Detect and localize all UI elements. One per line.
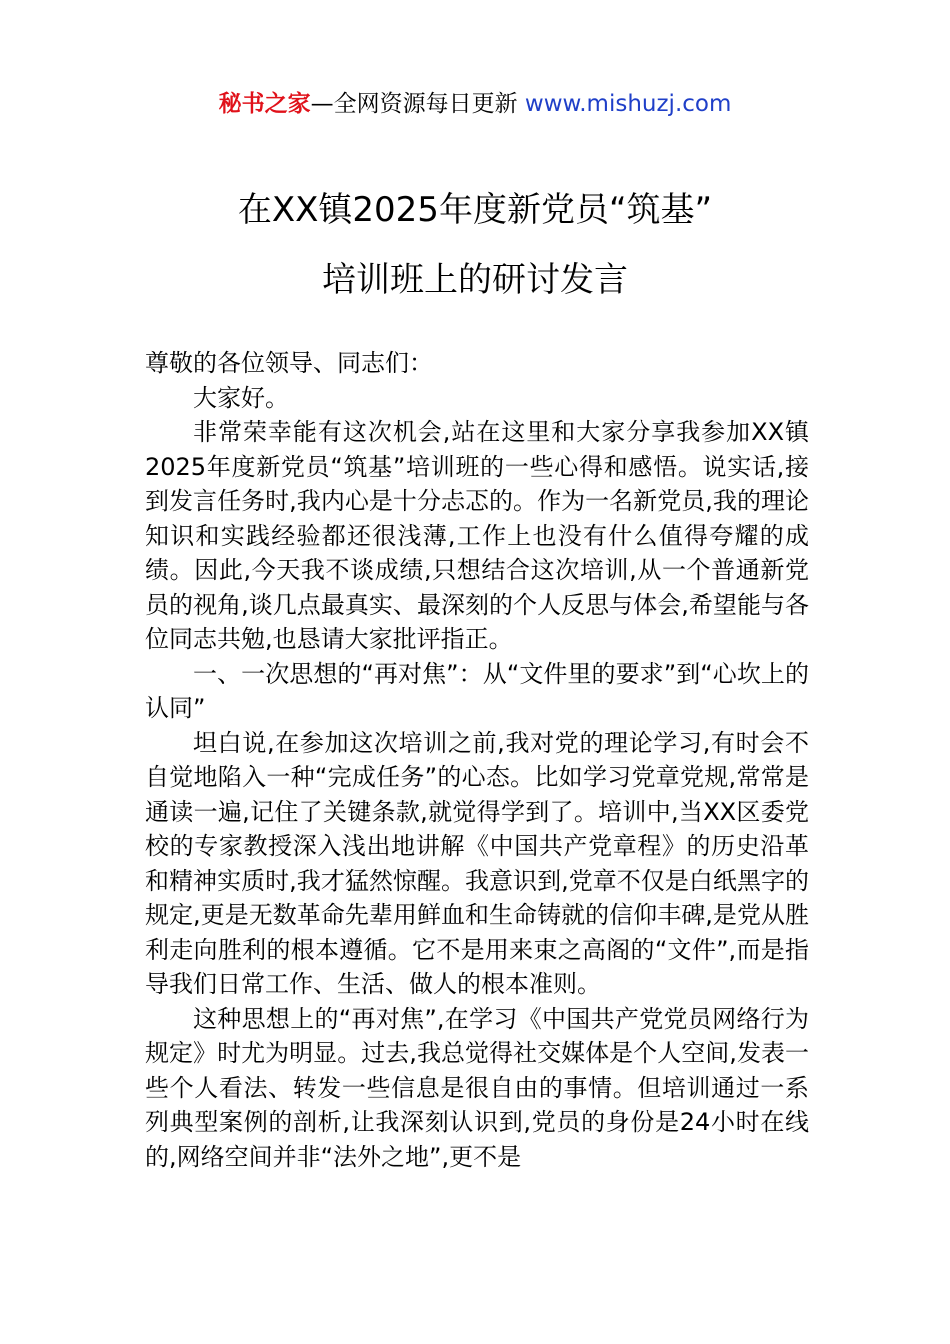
site-header [0, 86, 950, 122]
salutation: 尊敬的各位领导、同志们： [145, 349, 433, 377]
paragraph-intro: 非常荣幸能有这次机会,站在这里和大家分享我参加XX镇2025年度新党员“筑基”培训班的一些心得和感悟。说实话,接到发言任务时,我内心是十分忐忑的。作为一名新党员,我的理论知识和实践经验都还很浅薄,工作上也没有什么值得夸耀的成绩。因此,今天我不谈成绩,只想结合这次培训,从一个普通新党员的视角,谈几点最真实、最深刻的个人反思与体会,希望能与各位同志共勉,也恳请大家批评指正。 [145, 418, 809, 653]
document-title-line-1: 在XX镇2025年度新党员“筑基” [237, 190, 713, 230]
header-slogan: —全网资源每日更新 [310, 91, 525, 117]
paragraph-section1-b: 这种思想上的“再对焦”,在学习《中国共产党党员网络行为规定》时尤为明显。过去,我总觉得社交媒体是个人空间,发表一些个人看法、转发一些信息是很自由的事情。但培训通过一系列典型案例的剖析,让我深刻认识到,党员的身份是24小时在线的,网络空间并非“法外之地”,更不是 [145, 1004, 809, 1171]
section-heading-1: 一、一次思想的“再对焦”：从“文件里的要求”到“心坎上的认同” [145, 659, 809, 722]
document-title-line-2: 培训班上的研讨发言 [322, 260, 628, 300]
document-body [145, 346, 809, 1174]
header-url-link[interactable]: www.mishuzj.com [524, 91, 732, 117]
header-brand: 秘书之家 [218, 91, 311, 117]
paragraph-section1-a: 坦白说,在参加这次培训之前,我对党的理论学习,有时会不自觉地陷入一种“完成任务”的心态。比如学习党章党规,常常是通读一遍,记住了关键条款,就觉得学到了。培训中,当XX区委党校的专家教授深入浅出地讲解《中国共产党章程》的历史沿革和精神实质时,我才猛然惊醒。我意识到,党章不仅是白纸黑字的规定,更是无数革命先辈用鲜血和生命铸就的信仰丰碑,是党从胜利走向胜利的根本遵循。它不是用来束之高阁的“文件”,而是指导我们日常工作、生活、做人的根本准则。 [145, 728, 809, 998]
greeting: 大家好。 [193, 383, 289, 412]
